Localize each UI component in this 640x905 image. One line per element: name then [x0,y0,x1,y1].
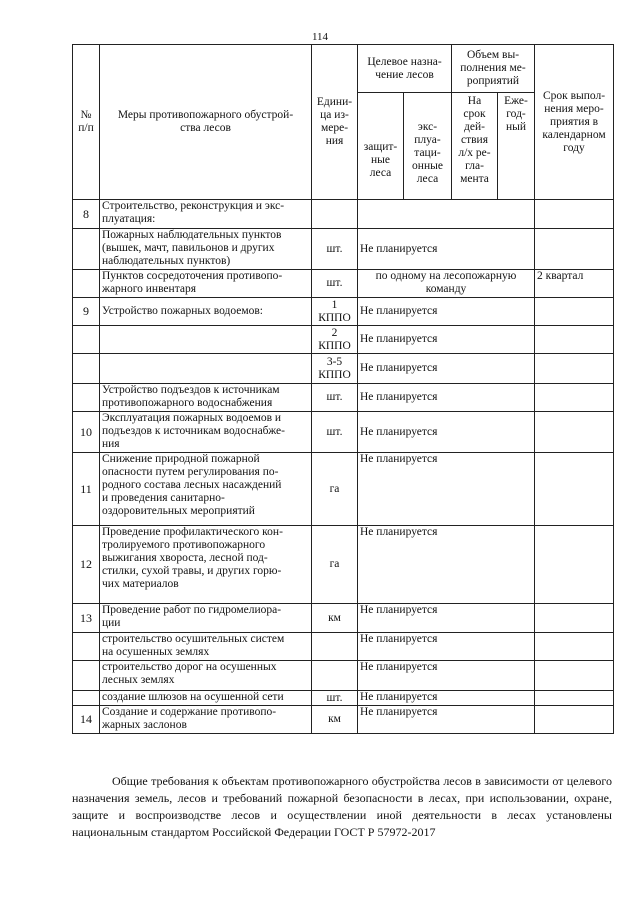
row-measure: Строительство, реконструкция и экс- плуатация: [100,200,312,229]
header-exploitation: экс- плуа- таци- онные леса [404,93,452,200]
row-unit: 1 КППО [312,298,358,326]
row-unit: шт. [312,691,358,706]
header-num: № п/п [73,45,100,200]
row-measure: строительство осушительных систем на осушенных землях [100,633,312,661]
row-measure: создание шлюзов на осушенной сети [100,691,312,706]
row-number: 11 [73,453,100,526]
row-unit: га [312,526,358,604]
header-unit: Едини- ца из- мере- ния [312,45,358,200]
table-row [73,691,614,706]
row-unit: км [312,604,358,633]
row-value: Не планируется [358,229,535,270]
row-number: 9 [73,298,100,326]
row-measure: строительство дорог на осушенных лесных землях [100,661,312,691]
table-row [73,384,614,412]
row-value: Не планируется [358,526,535,604]
table-row [73,661,614,691]
body-paragraph: Общие требования к объектам противопожарного обустройства лесов в зависимости от целевого назначения земель, лесов и требований пожарной безопасности в лесах, при использовании, охране, защите и воспроизводстве лесов и осуществлении иной деятельности в лесах установлены национальным стандартом Российской Федерации ГОСТ Р 57972-2017 [72,774,612,839]
page-number: 114 [311,31,329,43]
table-row [73,200,614,229]
row-measure: Проведение работ по гидромелиора- ции [100,604,312,633]
row-unit: шт. [312,270,358,298]
row-unit: шт. [312,229,358,270]
header-reglament: На срок дей- ствия л/х ре- гла- мента [452,93,498,200]
row-measure: Устройство подъездов к источникам противопожарного водоснабжения [100,384,312,412]
header-volume: Объем вы- полнения ме- роприятий [452,45,535,93]
row-value: Не планируется [358,384,535,412]
header-deadline: Срок выпол- нения меро- приятия в календарном году [535,45,614,200]
row-value: Не планируется [358,298,535,326]
row-value: Не планируется [358,326,535,354]
row-measure: Пунктов сосредоточения противопо- жарного инвентаря [100,270,312,298]
row-number: 12 [73,526,100,604]
table-row [73,412,614,453]
row-value: по одному на лесопожарную команду [358,270,535,298]
row-unit: шт. [312,384,358,412]
table-row [73,604,614,633]
header-annual: Еже- год- ный [498,93,535,200]
row-value: Не планируется [358,354,535,384]
row-value: Не планируется [358,633,535,661]
row-measure: Пожарных наблюдательных пунктов (вышек, мачт, павильонов и других наблюдательных пунктов) [100,229,312,270]
table-row [73,270,614,298]
row-unit: 3-5 КППО [312,354,358,384]
row-value: Не планируется [358,453,535,526]
row-number: 13 [73,604,100,633]
row-measure: Устройство пожарных водоемов: [100,298,312,326]
row-measure: Эксплуатация пожарных водоемов и подъездов к источникам водоснабже- ния [100,412,312,453]
table-row [73,326,614,354]
row-value: Не планируется [358,706,535,734]
table-row [73,453,614,526]
row-number: 10 [73,412,100,453]
header-protective: защит- ные леса [358,93,404,200]
table-row [73,229,614,270]
row-deadline: 2 квартал [535,270,614,298]
row-value: Не планируется [358,661,535,691]
row-measure: Снижение природной пожарной опасности путем регулирования по- родного состава лесных насаждений и проведения санитарно- оздоровительных мероприятий [100,453,312,526]
row-number: 14 [73,706,100,734]
table-row [73,526,614,604]
row-value: Не планируется [358,412,535,453]
table-row [73,354,614,384]
header-measures: Меры противопожарного обустрой- ства лесов [100,45,312,200]
fire-safety-measures-table [72,44,614,734]
header-target: Целевое назна- чение лесов [358,45,452,93]
row-unit: 2 КППО [312,326,358,354]
table-row [73,633,614,661]
row-measure: Проведение профилактического кон- тролируемого противопожарного выжигания хвороста, лесной под- стилки, сухой травы, и других горю- чих материалов [100,526,312,604]
row-value: Не планируется [358,691,535,706]
table-row [73,298,614,326]
table-row [73,706,614,734]
row-number: 8 [73,200,100,229]
row-unit: га [312,453,358,526]
row-unit: шт. [312,412,358,453]
row-unit: км [312,706,358,734]
row-measure: Создание и содержание противопо- жарных заслонов [100,706,312,734]
row-value: Не планируется [358,604,535,633]
